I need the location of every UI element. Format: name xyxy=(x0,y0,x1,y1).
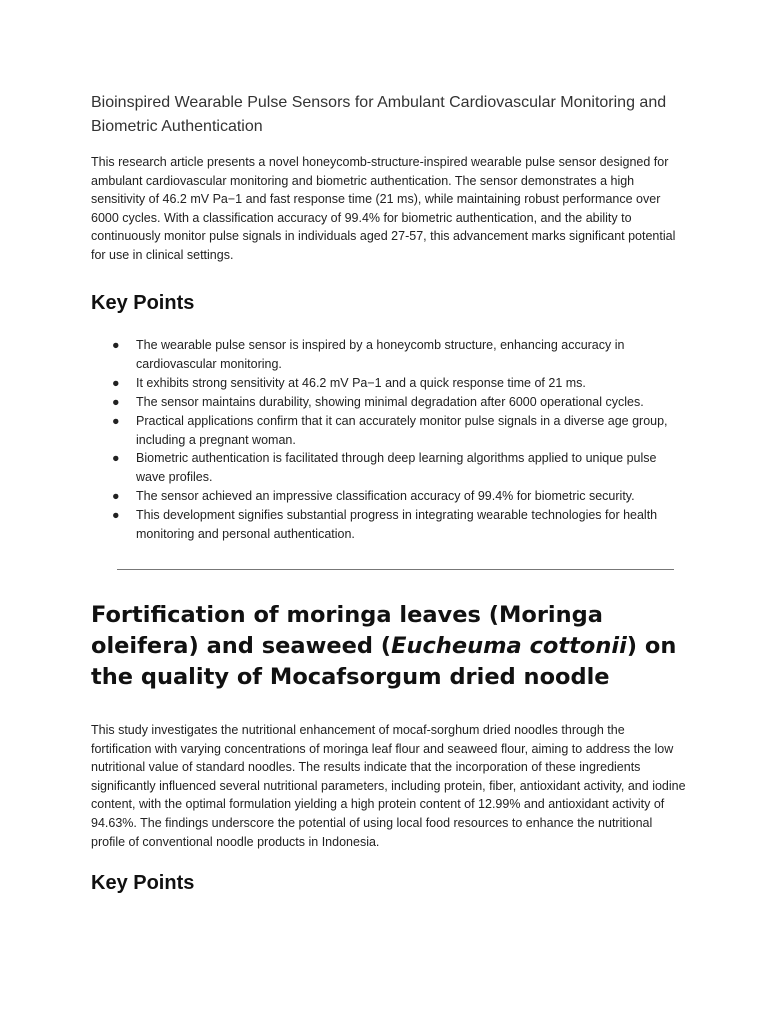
article-1-title: Bioinspired Wearable Pulse Sensors for Ambulant Cardiovascular Monitoring and Biometric Authentication xyxy=(91,94,667,135)
article-2-title-part-1: Fortification of moringa leaves (Moringa oleifera) and seaweed ( xyxy=(91,602,603,659)
key-point-text: Practical applications confirm that it can accurately monitor pulse signals in a diverse age group, including a pregnant woman. xyxy=(136,413,668,447)
bullet-icon: ● xyxy=(112,489,120,504)
key-point-item xyxy=(112,374,687,393)
bullet-icon: ● xyxy=(112,451,120,466)
section-divider xyxy=(117,569,674,570)
key-point-text: This development signifies substantial progress in integrating wearable technologies for health monitoring and personal authentication. xyxy=(136,508,658,542)
key-point-item xyxy=(112,449,687,487)
key-point-item xyxy=(112,487,687,506)
key-point-item xyxy=(112,412,687,450)
key-point-text: The sensor maintains durability, showing minimal degradation after 6000 operational cycles. xyxy=(136,394,644,409)
key-point-text: Biometric authentication is facilitated through deep learning algorithms applied to unique pulse wave profiles. xyxy=(136,451,657,485)
article-1-summary: This research article presents a novel honeycomb-structure-inspired wearable pulse sensor designed for ambulant cardiovascular monitoring and biometric authentication. The sensor demonstrates a high sensitivity of 46.2 mV Pa−1 and fast response time (21 ms), while maintaining robust performance over 6000 cycles. With a classification accuracy of 99.4% for biometric authentication, and the ability to continuously monitor pulse signals in individuals aged 27-57, this advancement marks significant potential for use in clinical settings. xyxy=(91,155,676,262)
key-point-text: The wearable pulse sensor is inspired by a honeycomb structure, enhancing accuracy in cardiovascular monitoring. xyxy=(136,338,625,371)
bullet-icon: ● xyxy=(112,375,120,390)
article-2-title-species: Eucheuma cottonii xyxy=(391,633,627,659)
article-2-summary: This study investigates the nutritional enhancement of mocaf-sorghum dried noodles through the fortification with varying concentrations of moringa leaf flour and seaweed flour, aiming to address the low nutritional value of standard noodles. The results indicate that the incorporation of these ingredients significantly influenced several nutritional parameters, including protein, fiber, antioxidant activity, and iodine content, with the optimal formulation yielding a high protein content of 12.99% and antioxidant activity of 94.63%. The findings underscore the potential of using local food resources to enhance the nutritional profile of conventional noodle products in Indonesia. xyxy=(91,723,686,849)
bullet-icon: ● xyxy=(112,394,120,409)
key-point-text: It exhibits strong sensitivity at 46.2 mV Pa−1 and a quick response time of 21 ms. xyxy=(136,375,586,390)
bullet-icon: ● xyxy=(112,508,120,523)
article-1-key-points-list xyxy=(112,336,687,544)
bullet-icon: ● xyxy=(112,338,120,352)
bullet-icon: ● xyxy=(112,413,120,428)
key-point-item xyxy=(112,336,687,374)
article-1-key-points-heading: Key Points xyxy=(91,292,195,314)
key-point-item xyxy=(112,393,687,412)
key-point-item xyxy=(112,506,687,544)
key-point-text: The sensor achieved an impressive classification accuracy of 99.4% for biometric security. xyxy=(136,489,635,504)
article-2-key-points-heading: Key Points xyxy=(91,872,195,894)
article-2-title-part-2: ) on the quality of Mocafsorgum dried noodle xyxy=(91,633,677,690)
article-2-title xyxy=(91,600,691,693)
